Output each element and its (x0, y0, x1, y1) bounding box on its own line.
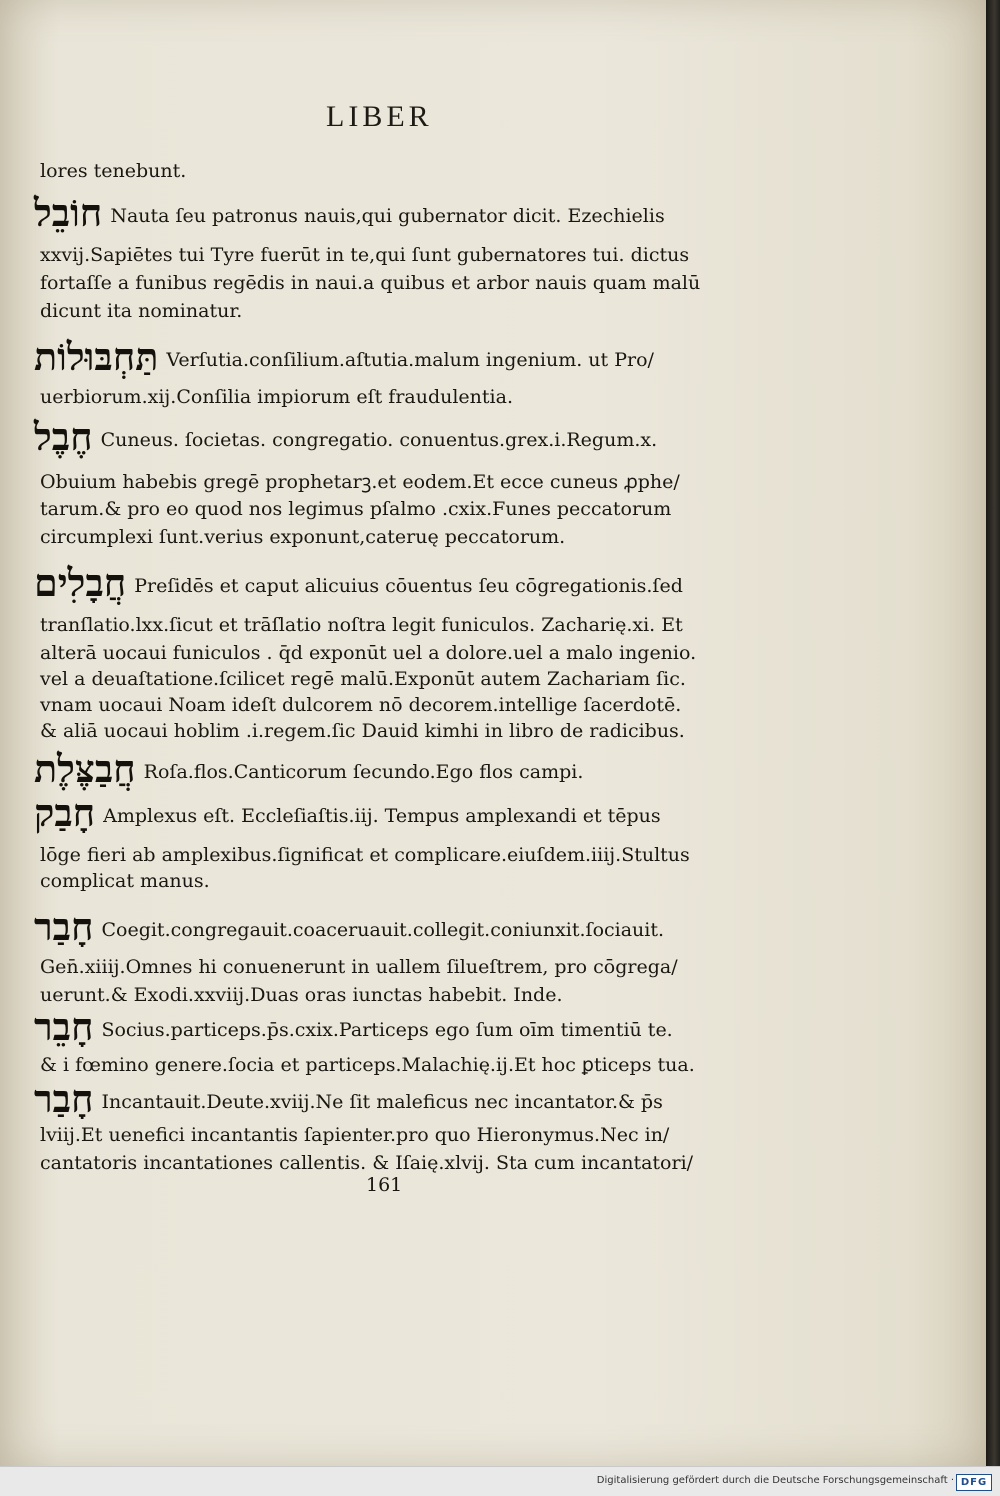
entry-headline (34, 190, 665, 236)
running-head: LIBER (326, 100, 433, 133)
entry-headline (34, 904, 664, 950)
hebrew-headword: חָבַר (34, 904, 94, 949)
entry-gloss: Nauta ſeu patronus nauis,qui gubernator dicit. Ezechielis (110, 205, 665, 227)
text-line: Obuium habebis gregē prophetarꝫ.et eodem.Et ecce cuneus ꝓphe/ (40, 471, 680, 493)
folio-number: 161 (366, 1174, 403, 1196)
text-line: uerbiorum.xij.Conſilia impiorum eſt fraudulentia. (40, 386, 513, 408)
text-line: uerunt.& Exodi.xxviij.Duas oras iunctas habebit. Inde. (40, 984, 563, 1006)
text-line: alterā uocaui funiculos . q̄d exponūt uel a dolore.uel a malo ingenio. (40, 642, 697, 664)
opening-line: lores tenebunt. (40, 160, 187, 182)
text-line: xxvij.Sapiētes tui Tyre fuerūt in te,qui ſunt gubernatores tui. dictus (40, 244, 690, 266)
text-line: lviij.Et uenefici incantantis ſapienter.pro quo Hieronymus.Nec in/ (40, 1124, 670, 1146)
hebrew-headword: חֲבָלִים (34, 560, 127, 605)
text-line: dicunt ita nominatur. (40, 300, 243, 322)
entry-gloss: Cuneus. ſocietas. congregatio. conuentus.grex.i.Regum.x. (100, 429, 658, 451)
entry-headline (34, 1004, 673, 1050)
entry-gloss: Coegit.congregauit.coaceruauit.collegit.coniunxit.ſociauit. (101, 919, 665, 941)
text-line: Gen̄.xiiij.Omnes hi conuenerunt in uallem ſilueſtrem, pro cōgrega/ (40, 956, 678, 978)
entry-headline (34, 790, 661, 836)
hebrew-headword: חָבַר (34, 1076, 94, 1121)
entry-gloss: Amplexus eſt. Eccleſiaſtis.iij. Tempus amplexandi et tēpus (103, 805, 661, 827)
hebrew-headword: חוֹבֵל (34, 190, 103, 235)
entry-gloss: Verſutia.conſilium.aſtutia.malum ingenium. ut Pro/ (166, 349, 654, 371)
entry-headline (34, 746, 583, 792)
entry-gloss: Preſidēs et caput alicuius cōuentus ſeu cōgregationis.ſed (134, 575, 683, 597)
entry-headline (34, 414, 657, 460)
entry-headline (34, 560, 683, 606)
entry-headline (34, 1076, 663, 1122)
text-line: lōge fieri ab amplexibus.ſignificat et complicare.eiuſdem.iiij.Stultus (40, 844, 690, 866)
text-line: vnam uocaui Noam ideſt dulcorem nō decorem.intellige ſacerdotē. (40, 694, 682, 716)
text-line: tranſlatio.lxx.ſicut et trāſlatio noſtra legit funiculos. Zacharię.xi. Et (40, 614, 683, 636)
text-line: cantatoris incantationes callentis. & Iſaię.xlvij. Sta cum incantatori/ (40, 1152, 694, 1174)
text-line: circumplexi ſunt.verius exponunt,cateruę peccatorum. (40, 526, 566, 548)
text-line: fortaſſe a funibus regēdis in naui.a quibus et arbor nauis quam malū (40, 272, 701, 294)
entry-gloss: Roſa.flos.Canticorum ſecundo.Ego flos campi. (143, 761, 584, 783)
hebrew-headword: תַּחְבּוּלוֹת (34, 334, 159, 379)
text-line: tarum.& pro eo quod nos legimus pſalmo .cxix.Funes peccatorum (40, 498, 672, 520)
funding-credit: Digitalisierung gefördert durch die Deutsche Forschungsgemeinschaft · (596, 1475, 954, 1486)
text-line: vel a deuaſtatione.ſcilicet regē malū.Exponūt autem Zachariam ſic. (40, 668, 686, 690)
page-edge (986, 0, 1000, 1466)
footer-bar (0, 1466, 1000, 1496)
entry-gloss: Socius.particeps.p̄s.cxix.Particeps ego ſum oīm timentiū te. (101, 1019, 673, 1041)
text-line: complicat manus. (40, 870, 210, 892)
hebrew-headword: חֲבַצֶּלֶת (34, 746, 136, 791)
entry-headline (34, 334, 654, 380)
text-line: & aliā uocaui hoblim .i.regem.ſic Dauid kimhi in libro de radicibus. (40, 720, 685, 742)
text-line: & i fœmino genere.ſocia et particeps.Malachię.ij.Et hoc ꝑticeps tua. (40, 1054, 695, 1076)
dfg-logo-icon[interactable]: DFG (956, 1474, 992, 1491)
hebrew-headword: חָבַק (34, 790, 96, 835)
hebrew-headword: חָבֵר (34, 1004, 94, 1049)
entry-gloss: Incantauit.Deute.xviij.Ne ſit maleficus nec incantator.& p̄s (101, 1091, 663, 1113)
hebrew-headword: חֶבֶל (34, 414, 93, 459)
